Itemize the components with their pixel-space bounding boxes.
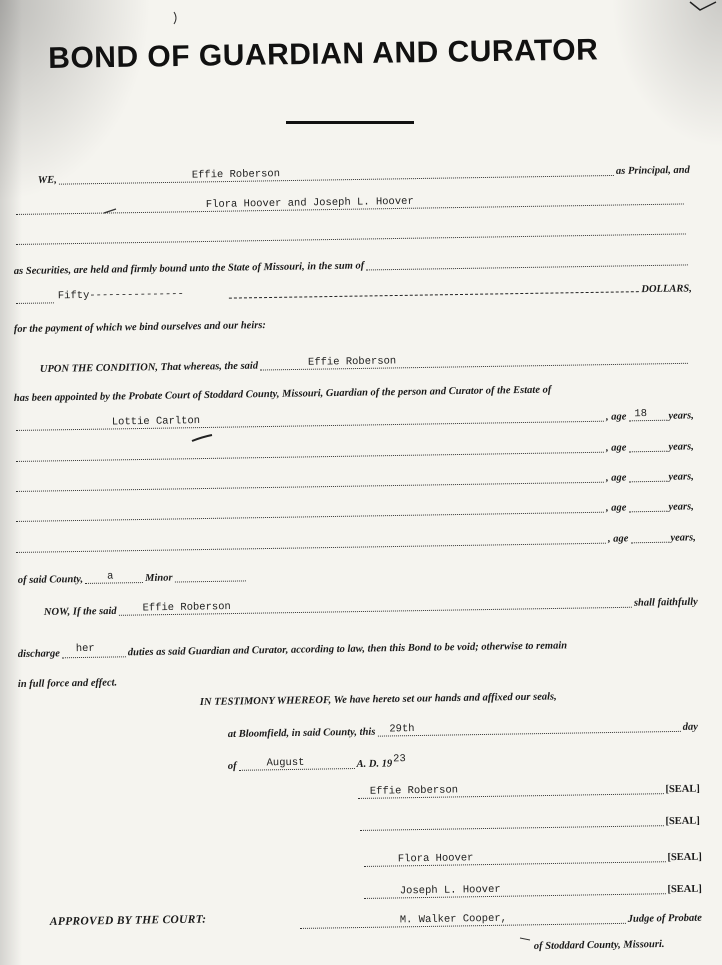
- condition-name: Effie Roberson: [307, 355, 397, 369]
- age-label-4: , age: [605, 502, 627, 514]
- day-number: 29th: [389, 723, 415, 736]
- signature-name-4: Joseph L. Hoover: [399, 883, 501, 898]
- discharge-label: discharge: [17, 648, 60, 661]
- principal-name: Effie Roberson: [191, 168, 281, 182]
- age-label-2: , age: [605, 442, 627, 454]
- of-label: of: [227, 760, 237, 773]
- judge-title: Judge of Probate: [627, 912, 702, 925]
- years-label-3: years,: [668, 471, 694, 483]
- testimony-text: IN TESTIMONY WHEREOF, We have hereto set our hands and affixed our seals,: [199, 691, 557, 709]
- years-label-2: years,: [668, 441, 694, 453]
- document-title: BOND OF GUARDIAN AND CURATOR: [48, 33, 599, 75]
- minor-age-1: 18: [634, 408, 648, 421]
- we-label: WE,: [37, 174, 57, 187]
- judge-name: M. Walker Cooper,: [399, 912, 508, 927]
- years-label-5: years,: [670, 532, 696, 544]
- now-text: NOW, If the said: [43, 605, 117, 619]
- signature-name-3: Flora Hoover: [397, 852, 474, 866]
- seal-label-3: [SEAL]: [667, 851, 702, 864]
- seal-label-2: [SEAL]: [665, 815, 700, 828]
- securities-text: as Securities, are held and firmly bound unto the State of Missouri, in the sum of: [13, 260, 365, 278]
- as-principal-label: as Principal, and: [615, 164, 690, 177]
- payment-text: for the payment of which we bind ourselves and our heirs:: [13, 320, 266, 336]
- ad-label: A. D. 19: [356, 758, 393, 770]
- sum-words: Fifty---------------: [57, 288, 184, 303]
- minor-article: a: [106, 570, 114, 583]
- dollars-label: DOLLARS,: [641, 283, 692, 296]
- age-label-3: , age: [605, 472, 627, 484]
- shall-text: shall faithfully: [633, 596, 698, 609]
- duties-text: duties as said Guardian and Curator, according to law, then this Bond to be void; otherwise to remain: [127, 640, 568, 659]
- age-label-5: , age: [607, 533, 629, 545]
- judge-county: of Stoddard County, Missouri.: [533, 938, 665, 953]
- month: August: [266, 756, 305, 770]
- condition-text: UPON THE CONDITION, That whereas, the said: [39, 360, 259, 376]
- full-force-text: in full force and effect.: [17, 677, 118, 691]
- now-name: Effie Roberson: [142, 601, 231, 615]
- signature-name-1: Effie Roberson: [369, 784, 459, 798]
- age-label-1: , age: [605, 411, 627, 423]
- appointed-text: has been appointed by the Probate Court of Stoddard County, Missouri, Guardian of the person and Curator of the Estate of: [13, 384, 552, 405]
- securities-names: Flora Hoover and Joseph L. Hoover: [205, 195, 414, 211]
- minor-name-1: Lottie Carlton: [111, 415, 201, 429]
- minor-label: Minor: [145, 572, 173, 585]
- years-label-4: years,: [668, 501, 694, 513]
- bloomfield-text: at Bloomfield, in said County, this: [227, 726, 376, 741]
- seal-label-1: [SEAL]: [665, 783, 700, 796]
- year-suffix: 23: [393, 753, 406, 766]
- pronoun: her: [75, 642, 95, 656]
- seal-label-4: [SEAL]: [667, 883, 702, 896]
- years-label-1: years,: [668, 410, 694, 422]
- approved-text: APPROVED BY THE COURT:: [49, 913, 207, 929]
- county-text: of said County,: [17, 573, 84, 587]
- day-label: day: [682, 721, 698, 733]
